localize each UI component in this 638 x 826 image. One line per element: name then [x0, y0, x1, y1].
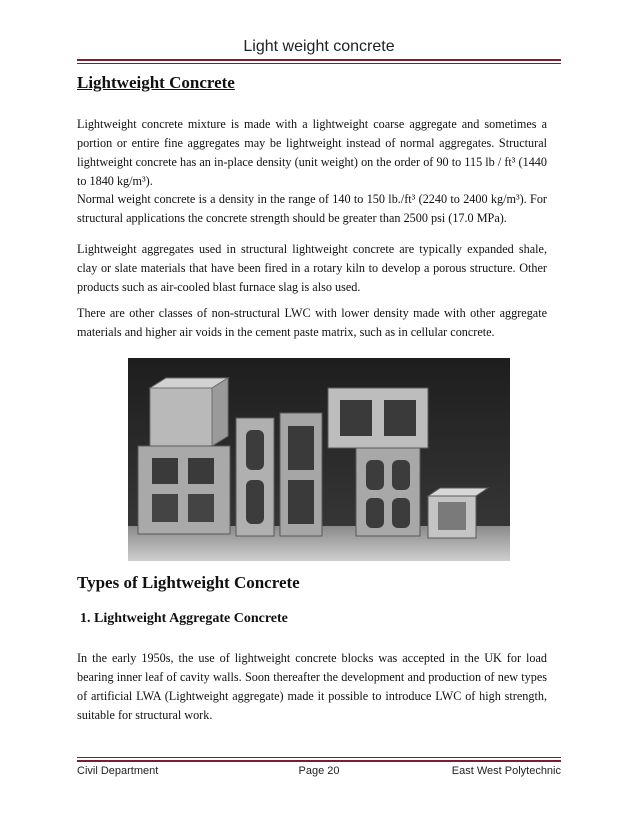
- footer-rule: [77, 760, 561, 762]
- paragraph-history: In the early 1950s, the use of lightweight concrete blocks was accepted in the UK for load bearing inner leaf of cavity walls. Soon thereafter the development and production of new types of artificial LWA (Lightweight aggregate) made it possible to introduce LWC of high strength, suitable for structural work.: [77, 651, 547, 722]
- header-rule-thin: [77, 63, 561, 64]
- footer-page-number: Page 20: [298, 765, 340, 777]
- paragraph-aggregates: Lightweight aggregates used in structural lightweight concrete are typically expanded shale, clay or slate materials that have been fired in a rotary kiln to develop a porous structure. Other products such as air-cooled blast furnace slag is also used.: [77, 242, 547, 294]
- footer-rule-thin: [77, 757, 561, 758]
- paragraph-definition: Lightweight concrete mixture is made with a lightweight coarse aggregate and sometimes a portion or entire fine aggregates may be lightweight instead of normal aggregates. Structural lightweight concrete has an in-place density (unit weight) on the order of 90 to 115 lb / ft³ (1440 to 1840 kg/m³).: [77, 117, 547, 188]
- concrete-blocks-photo: [128, 358, 510, 561]
- running-header: Light weight concrete: [243, 38, 395, 55]
- subheading-aggregate-concrete: 1. Lightweight Aggregate Concrete: [80, 611, 288, 626]
- section-heading-types: Types of Lightweight Concrete: [77, 573, 300, 592]
- paragraph-normal-weight: Normal weight concrete is a density in the range of 140 to 150 lb./ft³ (2240 to 2400 kg/m³). For structural applications the concrete strength should be greater than 2500 psi (17.0 MPa).: [77, 192, 547, 225]
- header-rule: [77, 59, 561, 61]
- section-heading-lightweight-concrete: Lightweight Concrete: [77, 73, 235, 92]
- paragraph-non-structural: There are other classes of non-structural LWC with lower density made with other aggregate materials and higher air voids in the cement paste matrix, such as in cellular concrete.: [77, 306, 547, 339]
- footer-department: Civil Department: [77, 765, 159, 777]
- footer-institution: East West Polytechnic: [451, 765, 561, 777]
